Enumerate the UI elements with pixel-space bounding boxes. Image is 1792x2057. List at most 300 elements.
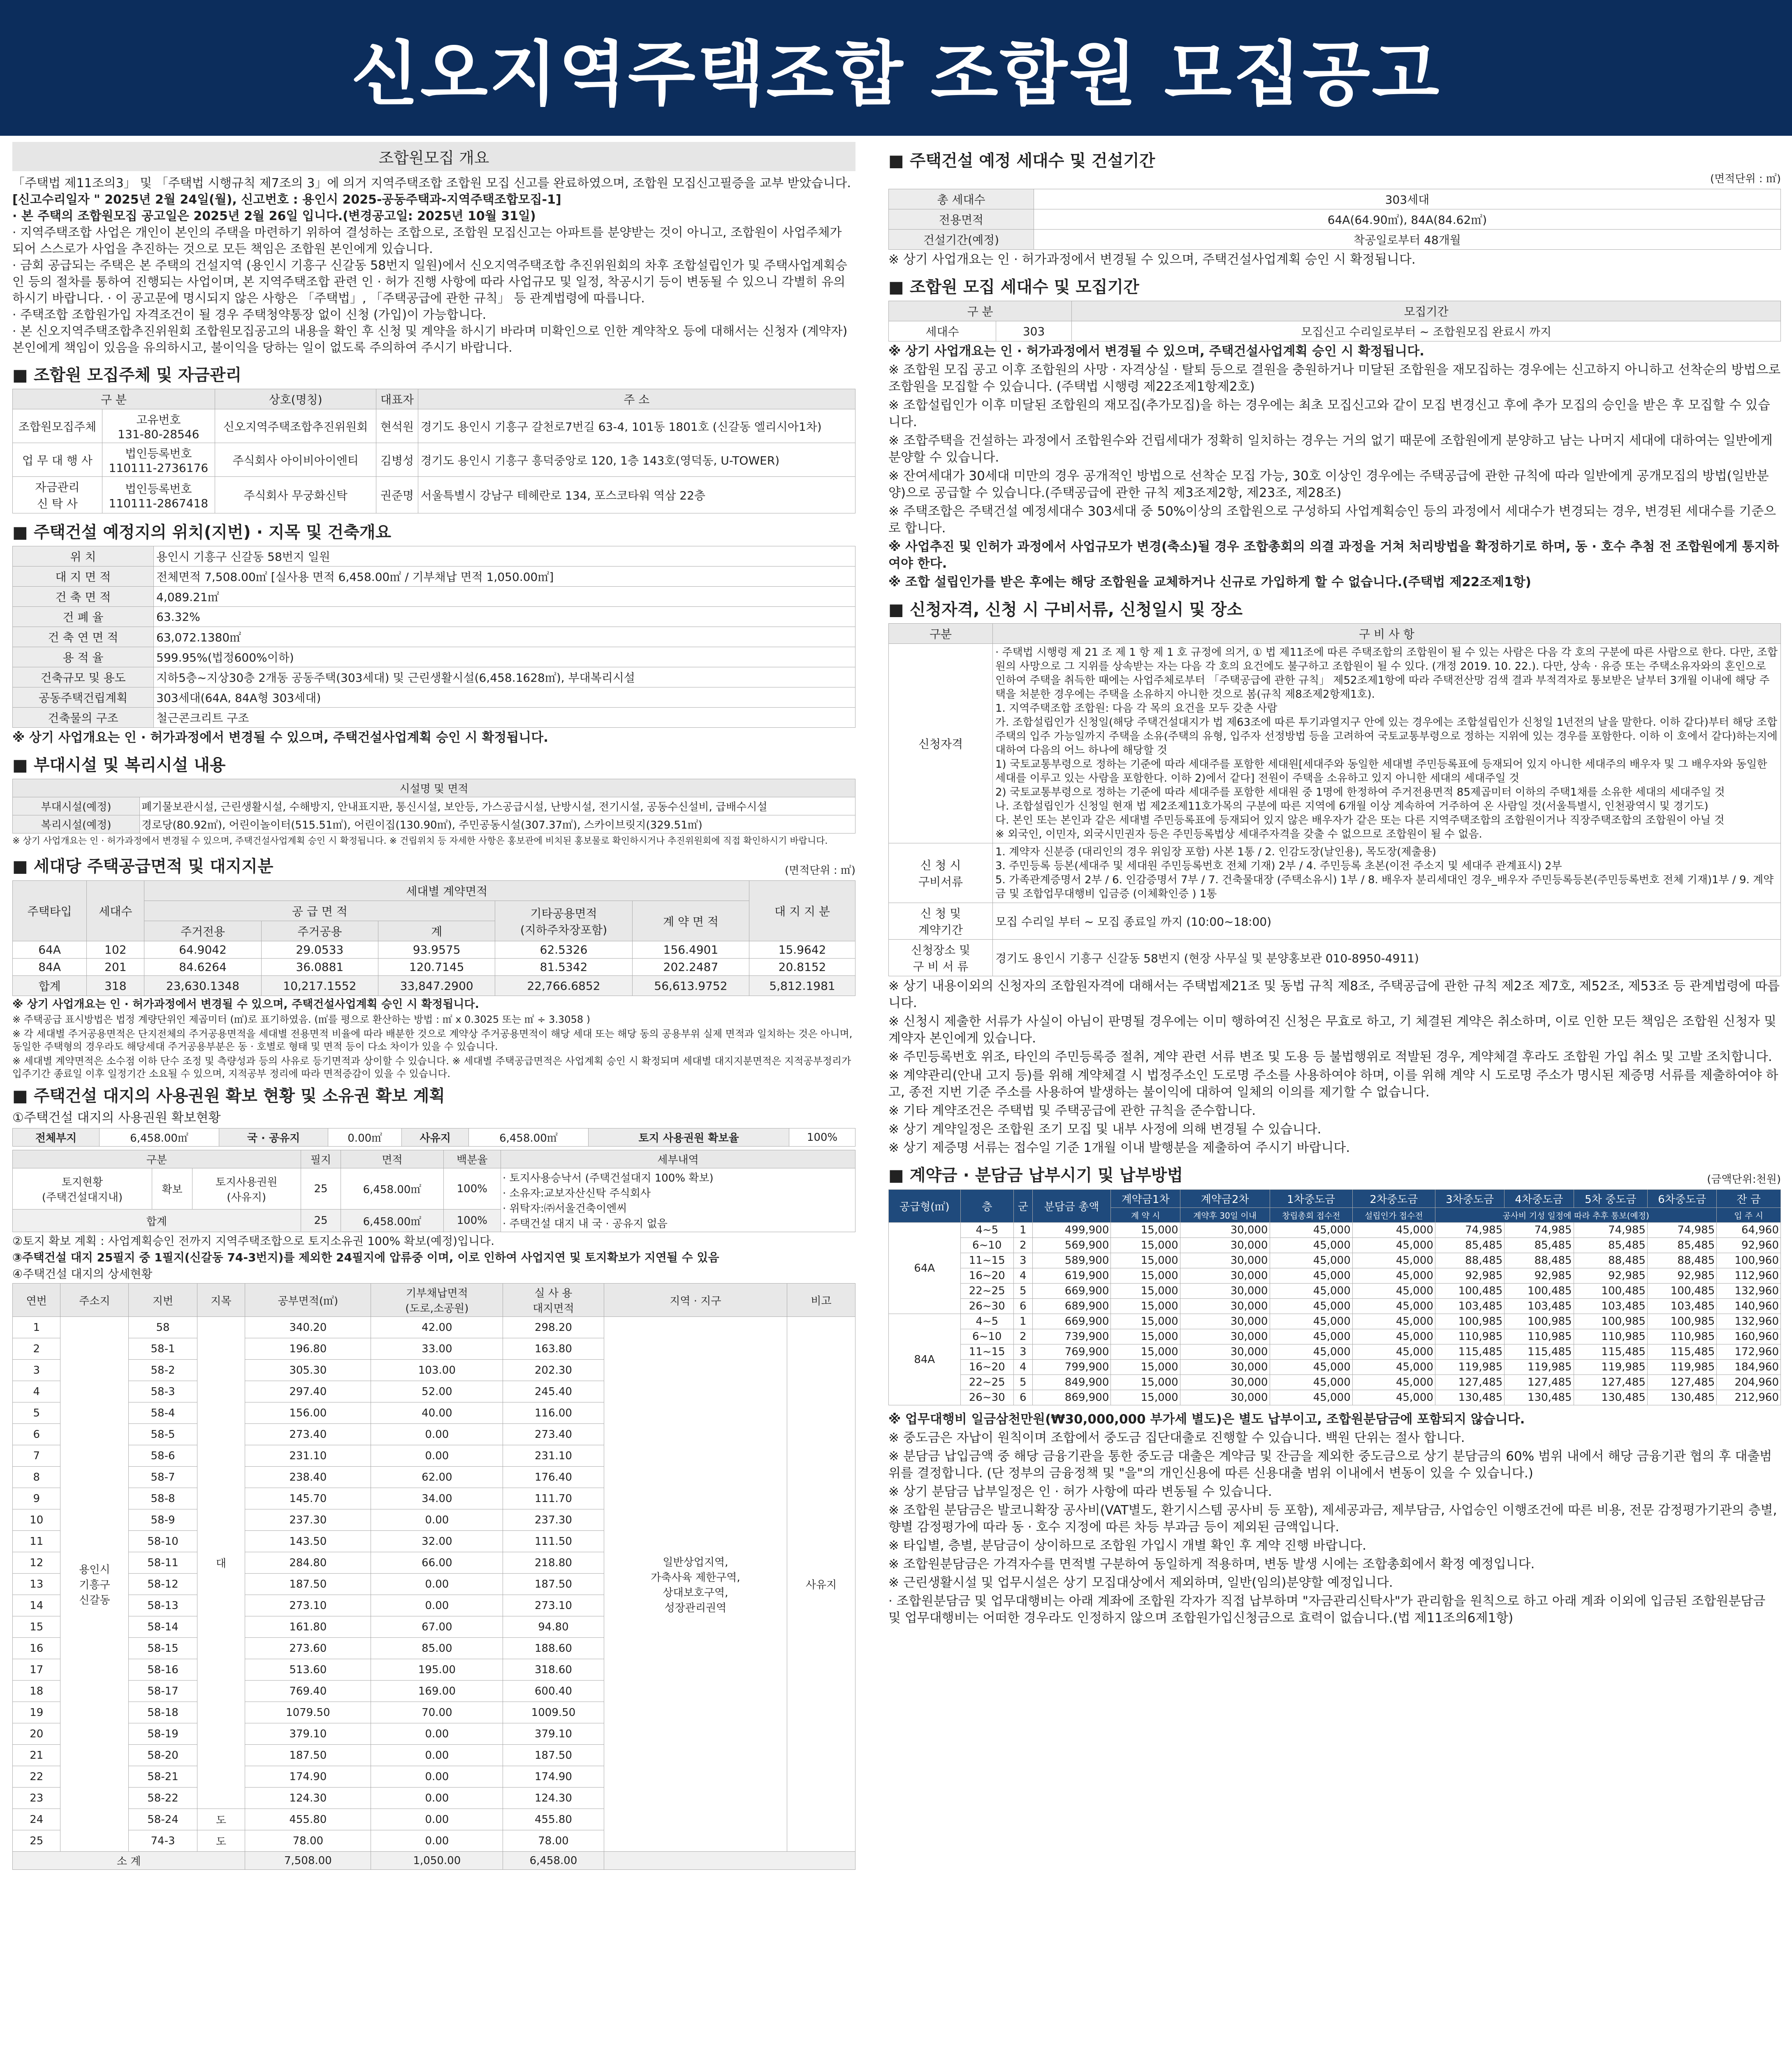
area-cell: 120.7145 <box>378 959 495 976</box>
payment-cell: 119,985 <box>1505 1360 1574 1375</box>
table-header: 주거전용 <box>144 921 261 941</box>
table-row <box>889 1238 1781 1253</box>
parcel-donate: 67.00 <box>371 1616 503 1638</box>
land-total-pct: 100% <box>443 1210 501 1232</box>
parcel-lot: 58-14 <box>129 1616 197 1638</box>
note-line: ※ 조합원분담금은 가격자수를 면적별 구분하여 동일하게 적용하며, 변동 발생 시에는 조합총회에서 확정 예정입니다. <box>888 1557 1535 1572</box>
table-row <box>889 1268 1781 1284</box>
note-line: ※ 근린생활시설 및 업무시설은 상기 모집대상에서 제외하며, 일반(임의)분양할 예정입니다. <box>888 1575 1393 1590</box>
parcel-area: 78.00 <box>245 1830 371 1852</box>
qualification-notes <box>888 978 1781 1156</box>
land-total-parcels: 25 <box>301 1210 341 1232</box>
parcel-use: 187.50 <box>503 1574 604 1595</box>
parcel-use: 245.40 <box>503 1381 604 1402</box>
table-header: 계약금2차 <box>1180 1190 1270 1208</box>
note-line: ※ 업무대행비 일금삼천만원(₩30,000,000 부가세 별도)은 별도 납부이고, 조합원분담금에 포함되지 않습니다. <box>888 1412 1525 1427</box>
parcel-use: 600.40 <box>503 1681 604 1702</box>
site-label: 위 치 <box>13 546 154 566</box>
parcel-donate: 34.00 <box>371 1488 503 1509</box>
payment-cell: 204,960 <box>1717 1375 1781 1390</box>
table-header: 실 사 용 대지면적 <box>503 1284 604 1317</box>
payment-cell: 160,960 <box>1717 1329 1781 1344</box>
payment-cell: 15,000 <box>1111 1299 1180 1314</box>
table-row <box>889 1344 1781 1360</box>
table-header: 구 분 <box>13 389 215 409</box>
areas-table <box>12 880 855 996</box>
plan-value: 착공일로부터 48개월 <box>1034 230 1781 250</box>
parcel-use: 163.80 <box>503 1338 604 1360</box>
area-cell: 93.9575 <box>378 941 495 959</box>
payment-cell: 45,000 <box>1352 1314 1435 1329</box>
payment-cell: 3 <box>1014 1344 1033 1360</box>
facility-value: 폐기물보관시설, 근린생활시설, 수해방지, 안내표지판, 통신시설, 보안등, 가스공급시설, 난방시설, 전기시설, 공동수신설비, 급배수시설 <box>140 797 855 815</box>
payment-cell: 88,485 <box>1647 1253 1716 1268</box>
payment-cell: 45,000 <box>1352 1299 1435 1314</box>
payment-cell: 110,985 <box>1574 1329 1647 1344</box>
table-header: 필지 <box>301 1150 341 1168</box>
area-cell: 10,217.1552 <box>261 976 378 996</box>
payment-cell: 130,485 <box>1647 1390 1716 1405</box>
parcel-donate: 0.00 <box>371 1830 503 1852</box>
payment-cell: 15,000 <box>1111 1268 1180 1284</box>
note-line: ※ 사업추진 및 인허가 과정에서 사업규모가 변경(축소)될 경우 조합총회의 의결 과정을 거쳐 처리방법을 확정하기로 하며, 동 · 호수 추첨 전 조합원에게 통지하여야 한다. <box>888 539 1779 571</box>
payment-cell: 45,000 <box>1352 1284 1435 1299</box>
table-header: 설립인가 접수전 <box>1352 1208 1435 1223</box>
payment-cell: 30,000 <box>1180 1360 1270 1375</box>
table-header: 지역 · 지구 <box>604 1284 787 1317</box>
site-label: 건 축 연 면 적 <box>13 627 154 647</box>
summary-value: 100% <box>789 1128 855 1147</box>
facilities-note: ※ 상기 사업개요는 인 · 허가과정에서 변경될 수 있으며, 주택건설사업계획 승인 시 확정됩니다. ※ 건립위치 등 자세한 사항은 홍보관에 비치된 홍보물로 확인하시거나 추진위원회에 직접 확인하시기 바랍니다. <box>12 836 828 846</box>
payment-cell: 589,900 <box>1032 1253 1111 1268</box>
note-line: ※ 잔여세대가 30세대 미만의 경우 공개적인 방법으로 선착순 모집 가능, 30호 이상인 경우에는 주택공급에 관한 규칙에 따라 일반에게 공개모집의 방법(일반분양)으로 공급할 수 있습니다.(주택공급에 관한 규칙 제3조제2항, 제23조, 제28조) <box>888 469 1769 500</box>
payment-cell: 132,960 <box>1717 1314 1781 1329</box>
parcel-no: 3 <box>13 1360 60 1381</box>
payment-cell: 45,000 <box>1352 1375 1435 1390</box>
payment-cell: 1 <box>1014 1223 1033 1238</box>
area-cell: 합계 <box>13 976 87 996</box>
payment-cell: 3 <box>1014 1253 1033 1268</box>
payment-cell: 45,000 <box>1270 1344 1352 1360</box>
table-row <box>889 321 1781 341</box>
payment-cell: 92,985 <box>1574 1268 1647 1284</box>
table-header: 비고 <box>787 1284 855 1317</box>
payment-cell: 172,960 <box>1717 1344 1781 1360</box>
payment-cell: 212,960 <box>1717 1390 1781 1405</box>
parcel-no: 17 <box>13 1659 60 1681</box>
note-line: ※ 상기 계약일정은 조합원 조기 모집 및 내부 사정에 의해 변경될 수 있습니다. <box>888 1122 1321 1137</box>
parcel-no: 7 <box>13 1445 60 1467</box>
parcel-no: 10 <box>13 1509 60 1531</box>
table-header: 구분 <box>13 1150 301 1168</box>
parcel-donate: 0.00 <box>371 1723 503 1745</box>
payment-cell: 849,900 <box>1032 1375 1111 1390</box>
payment-cell: 15,000 <box>1111 1223 1180 1238</box>
parcel-lot: 58-22 <box>129 1788 197 1809</box>
parcel-lot: 58-3 <box>129 1381 197 1402</box>
table-row <box>889 903 1781 940</box>
overview-line: · 금회 공급되는 주택은 본 주택의 건설지역 (용인시 기흥구 신갈동 58번지 일원)에서 신오지역주택조합 추진위원회의 차후 조합설립인가 및 주택사업계획승인 등의 절차를 통하여 진행되는 사업이며, 본 지역주택조합 관련 인 · 허가 진행 사항에 따라 사업규모 및 일정, 착공시기 등이 변동될 수 있으니 각별히 유의하시기 바랍니다. · 이 공고문에 명시되지 않은 사항은 「주택법」, 「주택공급에 관한 규칙」 등 관계법령에 따릅니다. <box>12 258 847 306</box>
parcel-use: 318.60 <box>503 1659 604 1681</box>
payment-cell: 100,485 <box>1647 1284 1716 1299</box>
page-title: 신오지역주택조합 조합원 모집공고 <box>351 33 1441 115</box>
area-cell: 64.9042 <box>144 941 261 959</box>
table-header: 시설명 및 면적 <box>13 779 855 797</box>
parcel-use: 455.80 <box>503 1809 604 1830</box>
table-row <box>13 797 855 815</box>
recruit-count: 303 <box>996 321 1071 341</box>
note-line: · 조합원분담금 및 업무대행비는 아래 계좌에 조합원 각자가 직접 납부하며 "자금관리신탁사"가 관리함을 원칙으로 하고 아래 계좌 이외에 입금된 조합원분담금 및 업무대행비는 어떠한 경우라도 인정하지 않으며 조합원가입신청금으로 효력이 없습니다.(법 제11조의6제1항) <box>888 1594 1766 1625</box>
parcel-area: 1079.50 <box>245 1702 371 1723</box>
site-value: 303세대(64A, 84A형 303세대) <box>154 687 855 708</box>
parcel-donate: 0.00 <box>371 1509 503 1531</box>
table-row <box>13 477 855 513</box>
parcel-no: 12 <box>13 1552 60 1574</box>
payment-cell: 45,000 <box>1352 1253 1435 1268</box>
table-header: 5차 중도금 <box>1574 1190 1647 1208</box>
summary-label: 전체부지 <box>13 1128 100 1147</box>
table-header: 1차중도금 <box>1270 1190 1352 1208</box>
table-row <box>13 708 855 728</box>
entity-name: 주식회사 아이비아이엔티 <box>215 443 376 477</box>
payment-cell: 100,985 <box>1505 1314 1574 1329</box>
entities-table <box>12 389 855 513</box>
title-banner <box>0 0 1792 136</box>
parcel-donate: 32.00 <box>371 1531 503 1552</box>
recruit-period: 모집신고 수리일로부터 ~ 조합원모집 완료시 까지 <box>1072 321 1781 341</box>
payment-cell: 92,985 <box>1505 1268 1574 1284</box>
parcel-lot: 58-10 <box>129 1531 197 1552</box>
entities-heading: ■ 조합원 모집주체 및 자금관리 <box>12 362 855 385</box>
payment-cell: 30,000 <box>1180 1238 1270 1253</box>
parcel-donate: 169.00 <box>371 1681 503 1702</box>
payment-cell: 5 <box>1014 1284 1033 1299</box>
entity-name: 주식회사 무궁화신탁 <box>215 477 376 513</box>
summary-label: 국 · 공유지 <box>219 1128 328 1147</box>
table-header: 대 지 지 분 <box>749 881 855 941</box>
plan-value: 303세대 <box>1034 189 1781 209</box>
table-header: 공급형(㎡) <box>889 1190 961 1223</box>
parcel-donate: 0.00 <box>371 1766 503 1788</box>
payment-cell: 184,960 <box>1717 1360 1781 1375</box>
payment-cell: 5 <box>1014 1375 1033 1390</box>
payment-cell: 30,000 <box>1180 1375 1270 1390</box>
parcel-use: 379.10 <box>503 1723 604 1745</box>
note-line: ※ 신청시 제출한 서류가 사실이 아님이 판명될 경우에는 이미 행하여진 신청은 무효로 하고, 기 체결된 계약은 취소하며, 이로 인한 모든 책임은 조합원 신청자 및 계약자 본인에게 있습니다. <box>888 1014 1776 1046</box>
summary-value: 6,458.00㎡ <box>469 1128 589 1147</box>
payment-cell: 22~25 <box>960 1284 1014 1299</box>
payment-cell: 119,985 <box>1647 1360 1716 1375</box>
parcel-lot: 58-6 <box>129 1445 197 1467</box>
table-header: 공사비 기성 일정에 따라 추후 통보(예정) <box>1435 1208 1716 1223</box>
payment-cell: 127,485 <box>1435 1375 1504 1390</box>
area-cell: 202.2487 <box>632 959 749 976</box>
table-header: 기타공용면적 (지하주차장포함) <box>495 901 632 941</box>
parcel-area: 284.80 <box>245 1552 371 1574</box>
site-label: 건 폐 율 <box>13 607 154 627</box>
parcel-lot: 58-7 <box>129 1467 197 1488</box>
payment-cell: 74,985 <box>1647 1223 1716 1238</box>
facilities-heading: ■ 부대시설 및 복리시설 내용 <box>12 752 855 775</box>
recruit-notes <box>888 343 1781 591</box>
table-header: 공 급 면 적 <box>144 901 495 921</box>
payment-cell: 15,000 <box>1111 1284 1180 1299</box>
parcel-total-label: 소 계 <box>13 1852 245 1870</box>
note-line: ※ 조합설립인가 이후 미달된 조합원의 재모집(추가모집)을 하는 경우에는 최초 모집신고와 같이 모집 변경신고 후에 추가 모집의 승인을 받은 후 모집할 수 있습니다. <box>888 398 1770 430</box>
table-row <box>13 587 855 607</box>
parcel-area: 340.20 <box>245 1317 371 1338</box>
parcel-use: 298.20 <box>503 1317 604 1338</box>
facility-value: 경로당(80.92㎡), 어린이놀이터(515.51㎡), 어린이집(130.90㎡), 주민공동시설(307.37㎡), 스카이브릿지(329.51㎡) <box>140 815 855 833</box>
area-cell: 84.6264 <box>144 959 261 976</box>
payment-cell: 100,960 <box>1717 1253 1781 1268</box>
parcel-address: 용인시 기흥구 신갈동 <box>60 1317 129 1852</box>
site-value: 철근콘크리트 구조 <box>154 708 855 728</box>
payment-cell: 26~30 <box>960 1390 1014 1405</box>
summary-label: 사유지 <box>402 1128 469 1147</box>
table-row <box>13 1317 855 1338</box>
payment-cell: 45,000 <box>1270 1314 1352 1329</box>
land-heading: ■ 주택건설 대지의 사용권원 확보 현황 및 소유권 확보 계획 <box>12 1083 855 1106</box>
site-heading: ■ 주택건설 예정지의 위치(지번) · 지목 및 건축개요 <box>12 519 855 543</box>
parcel-lot: 58-5 <box>129 1424 197 1445</box>
table-row <box>13 976 855 996</box>
payment-cell: 45,000 <box>1352 1329 1435 1344</box>
table-header: 2차중도금 <box>1352 1190 1435 1208</box>
entity-rep: 김병성 <box>376 443 418 477</box>
parcel-use: 188.60 <box>503 1638 604 1659</box>
payment-cell: 115,485 <box>1435 1344 1504 1360</box>
payment-cell: 45,000 <box>1352 1390 1435 1405</box>
table-header: 군 <box>1014 1190 1033 1223</box>
payment-cell: 6 <box>1014 1299 1033 1314</box>
parcel-use: 111.70 <box>503 1488 604 1509</box>
payment-cell: 85,485 <box>1574 1238 1647 1253</box>
land-secured: 확보 <box>152 1168 192 1210</box>
parcel-lot: 58-13 <box>129 1595 197 1616</box>
table-row <box>889 1360 1781 1375</box>
site-label: 용 적 율 <box>13 647 154 667</box>
payment-cell: 88,485 <box>1574 1253 1647 1268</box>
qual-label: 신 청 및 계약기간 <box>889 903 993 940</box>
site-label: 공동주택건립계획 <box>13 687 154 708</box>
payment-cell: 92,960 <box>1717 1238 1781 1253</box>
payment-cell: 769,900 <box>1032 1344 1111 1360</box>
overview-heading: 조합원모집 개요 <box>12 142 855 171</box>
note-line: ※ 각 세대별 주거공용면적은 단지전체의 주거공용면적을 세대별 전용면적 비율에 따라 배분한 것으로 계약상 주거공용면적이 해당 세대 또는 해당 동의 공용부위 실제 면적과 일치하는 것은 아니며, 동일한 주택형의 경우라도 해당세대 주거공용부분은 동 · 호별로 형태 및 면적 등이 다소 차이가 있을 수 있습니다. <box>12 1028 853 1052</box>
table-row <box>889 1390 1781 1405</box>
parcel-area: 238.40 <box>245 1467 371 1488</box>
payment-cell: 100,485 <box>1505 1284 1574 1299</box>
area-cell: 64A <box>13 941 87 959</box>
payment-cell: 669,900 <box>1032 1314 1111 1329</box>
site-label: 건축물의 구조 <box>13 708 154 728</box>
table-header: 계 <box>378 921 495 941</box>
parcel-area: 273.10 <box>245 1595 371 1616</box>
payment-cell: 45,000 <box>1352 1344 1435 1360</box>
payment-cell: 45,000 <box>1270 1268 1352 1284</box>
table-header: 상호(명칭) <box>215 389 376 409</box>
parcel-area: 455.80 <box>245 1809 371 1830</box>
site-label: 건축규모 및 용도 <box>13 667 154 687</box>
parcel-donate: 0.00 <box>371 1745 503 1766</box>
parcel-use: 202.30 <box>503 1360 604 1381</box>
payment-cell: 115,485 <box>1647 1344 1716 1360</box>
payment-cell: 100,485 <box>1574 1284 1647 1299</box>
payment-cell: 15,000 <box>1111 1360 1180 1375</box>
table-row <box>13 941 855 959</box>
land-sub1: ①주택건설 대지의 사용권원 확보현황 <box>12 1110 221 1125</box>
parcel-area: 161.80 <box>245 1616 371 1638</box>
payment-cell: 499,900 <box>1032 1223 1111 1238</box>
land-area: 6,458.00㎡ <box>341 1168 443 1210</box>
payment-cell: 45,000 <box>1270 1329 1352 1344</box>
payment-cell: 15,000 <box>1111 1344 1180 1360</box>
area-cell: 29.0533 <box>261 941 378 959</box>
parcel-total-empty <box>604 1852 855 1870</box>
entity-addr: 경기도 용인시 기흥구 갈천로7번길 63-4, 101동 1801호 (신갈동 엘리시아1차) <box>418 409 855 443</box>
parcel-lot: 58-2 <box>129 1360 197 1381</box>
table-header: 지목 <box>197 1284 245 1317</box>
parcel-donate: 0.00 <box>371 1595 503 1616</box>
payment-unit: (금액단위:천원) <box>1707 1173 1781 1186</box>
payment-cell: 115,485 <box>1505 1344 1574 1360</box>
site-label: 건 축 면 적 <box>13 587 154 607</box>
payment-cell: 26~30 <box>960 1299 1014 1314</box>
payment-cell: 11~15 <box>960 1253 1014 1268</box>
parcel-table <box>12 1283 855 1870</box>
table-row <box>889 209 1781 230</box>
table-header: 분담금 총액 <box>1032 1190 1111 1223</box>
overview-line: · 본 신오지역주택조합추진위원회 조합원모집공고의 내용을 확인 후 신청 및 계약을 하시기 바라며 미확인으로 인한 계약착오 등에 대해서는 신청자 (계약자)본인에게 책임이 있음을 유의하시고, 불이익을 당하는 일이 없도록 주의하여 주시기 바랍니다. <box>12 324 848 355</box>
parcel-area: 769.40 <box>245 1681 371 1702</box>
table-header: 주소지 <box>60 1284 129 1317</box>
qual-value: · 주택법 시행령 제 21 조 제 1 항 제 1 호 규정에 의거, ① 법 제11조에 따른 주택조합의 조합원이 될 수 있는 사람은 다음 각 호의 구분에 따른 사람으로 한다. 다만, 조합원의 사망으로 그 지위를 상속받는 자는 다음 각 호의 요건에도 불구하고 조합원이 될 수 있다. (개정 2019. 10. 22.). 다만, 상속 · 유증 또는 주택소유자와의 혼인으로 인하여 주택을 취득한 때에는 사업주체로부터 「주택공급에 관한 규칙」 제52조제1항에 따라 주택전산망 검색 결과 부적격자로 통보받은 날부터 3개월 이내에 해당 주택을 처분한 경우에는 주택을 소유하지 아니한 것으로 봄(규칙 제8조제2항제1호). 1. 지역주택조합 조합원: 다음 각 목의 요건을 모두 갖춘 사람 가. 조합설립인가 신청일(해당 주택건설대지가 법 제63조에 따른 투기과열지구 안에 있는 경우에는 조합설립인가 신청일 1년전의 날을 말한다. 이하 같다)부터 해당 조합주택의 입주 가능일까지 주택을 소유(주택의 유형, 입주자 선정방법 등을 고려하여 국토교통부령으로 정하는 지위에 있는 경우를 포함한다. 이하 이 호에서 같다)하는지에 대하여 다음의 어느 하나에 해당할 것 1) 국토교통부령으로 정하는 기준에 따라 세대주를 포함한 세대원[세대주와 동일한 세대별 주민등록표에 등재되어 있지 아니한 세대주의 배우자 및 그 배우자와 동일한 세대를 이루고 있는 사람을 포함한다. 이하 2)에서 같다] 전원이 주택을 소유하고 있지 아니한 세대의 세대주일 것 2) 국토교통부령으로 정하는 기준에 따라 세대주를 포함한 세대원 중 1명에 한정하여 주거전용면적 85제곱미터 이하의 주택1채를 소유한 세대의 세대주일 것 나. 조합설립인가 신청일 현재 법 제2조제11호가목의 구분에 따른 지역에 6개월 이상 계속하여 거주하여 온 사람일 것(서울특별시, 인천광역시 및 경기도) 다. 본인 또는 본인과 같은 세대별 주민등록표에 등재되어 있지 않은 배우자가 같은 또는 다른 지역주택조합의 조합원이거나 직장주택조합의 조합원이 아닐 것 ※ 외국인, 이민자, 외국시민권자 등은 주민등록법상 세대주자격을 갖출 수 없으므로 조합원이 될 수 없음. <box>993 644 1781 843</box>
payment-cell: 15,000 <box>1111 1390 1180 1405</box>
payment-cell: 45,000 <box>1352 1223 1435 1238</box>
note-line: ※ 세대별 계약면적은 소수점 이하 단수 조정 및 측량성과 등의 사유로 등기면적과 상이할 수 있습니다. ※ 세대별 주택공급면적은 사업계획 승인 시 확정되며 세대별 대지지분면적은 지적공부정리가 입주기간 종료일 이후 일정기간 소요될 수 있으며, 지적공부 정리에 따라 면적증감이 있을 수 있습니다. <box>12 1055 851 1080</box>
parcel-area: 305.30 <box>245 1360 371 1381</box>
parcel-no: 24 <box>13 1809 60 1830</box>
table-row <box>889 1314 1781 1329</box>
note-line: ※ 상기 제증명 서류는 접수일 기준 1개월 이내 발행분을 제출하여 주시기 바랍니다. <box>888 1140 1350 1155</box>
table-header: 지번 <box>129 1284 197 1317</box>
table-header: 구분 <box>889 624 993 644</box>
parcel-no: 15 <box>13 1616 60 1638</box>
qualification-heading: ■ 신청자격, 신청 시 구비서류, 신청일시 및 장소 <box>888 597 1781 620</box>
payment-cell: 92,985 <box>1647 1268 1716 1284</box>
table-header: 구 비 사 항 <box>993 624 1781 644</box>
parcel-use: 218.80 <box>503 1552 604 1574</box>
parcel-lot: 58 <box>129 1317 197 1338</box>
note-line: ※ 상기 사업개요는 인 · 허가과정에서 변경될 수 있으며, 주택건설사업계획 승인 시 확정됩니다. <box>12 998 479 1011</box>
parcel-area: 174.90 <box>245 1766 371 1788</box>
parcel-lot: 58-11 <box>129 1552 197 1574</box>
payment-cell: 103,485 <box>1574 1299 1647 1314</box>
summary-value: 0.00㎡ <box>328 1128 402 1147</box>
note-line: ※ 타입별, 층별, 분담금이 상이하므로 조합원 가입시 개별 확인 후 계약 진행 바랍니다. <box>888 1538 1366 1553</box>
payment-cell: 45,000 <box>1270 1223 1352 1238</box>
parcel-no: 4 <box>13 1381 60 1402</box>
areas-notes <box>12 998 855 1080</box>
plan-units-unit: (면적단위 : ㎡) <box>1710 173 1781 185</box>
parcel-use: 78.00 <box>503 1830 604 1852</box>
parcel-no: 22 <box>13 1766 60 1788</box>
payment-cell: 30,000 <box>1180 1299 1270 1314</box>
parcel-no: 8 <box>13 1467 60 1488</box>
parcel-donate: 52.00 <box>371 1381 503 1402</box>
payment-cell: 110,985 <box>1647 1329 1716 1344</box>
parcel-area: 143.50 <box>245 1531 371 1552</box>
parcel-use: 273.10 <box>503 1595 604 1616</box>
payment-cell: 140,960 <box>1717 1299 1781 1314</box>
area-cell: 201 <box>87 959 144 976</box>
parcel-donate: 0.00 <box>371 1574 503 1595</box>
table-row <box>13 959 855 976</box>
parcel-use: 124.30 <box>503 1788 604 1809</box>
payment-cell: 45,000 <box>1352 1238 1435 1253</box>
qual-value: 모집 수리일 부터 ~ 모집 종료일 까지 (10:00~18:00) <box>993 903 1781 940</box>
payment-cell: 30,000 <box>1180 1314 1270 1329</box>
note-line: ※ 조합원 모집 공고 이후 조합원의 사망 · 자격상실 · 탈퇴 등으로 결원을 충원하거나 미달된 조합원을 재모집하는 경우에는 신고하지 아니하고 선착순의 방법으로 조합원을 모집할 수 있습니다. (주택법 시행령 제22조제1항제2호) <box>888 362 1781 394</box>
site-value: 599.95%(법정600%이하) <box>154 647 855 667</box>
payment-cell: 11~15 <box>960 1344 1014 1360</box>
parcel-area: 297.40 <box>245 1381 371 1402</box>
payment-cell: 6 <box>1014 1390 1033 1405</box>
parcel-donate: 70.00 <box>371 1702 503 1723</box>
site-value: 전체면적 7,508.00㎡ [실사용 면적 6,458.00㎡ / 기부채납 면적 1,050.00㎡] <box>154 566 855 587</box>
parcel-use: 116.00 <box>503 1402 604 1424</box>
parcel-donate: 40.00 <box>371 1402 503 1424</box>
payment-cell: 88,485 <box>1435 1253 1504 1268</box>
parcel-no: 18 <box>13 1681 60 1702</box>
entity-regno: 법인등록번호 110111-2867418 <box>102 477 215 513</box>
table-row <box>13 607 855 627</box>
land-plan3: ③주택건설 대지 25필지 중 1필지(신갈동 74-3번지)를 제외한 24필지에 압류중 이며, 이로 인하여 사업지연 및 토지확보가 지연될 수 있음 <box>12 1251 719 1264</box>
land-sub4: ④주택건설 대지의 상세현황 <box>12 1267 153 1281</box>
site-value: 63,072.1380㎡ <box>154 627 855 647</box>
payment-cell: 16~20 <box>960 1360 1014 1375</box>
payment-cell: 30,000 <box>1180 1390 1270 1405</box>
parcel-use: 187.50 <box>503 1745 604 1766</box>
parcel-lot: 58-1 <box>129 1338 197 1360</box>
payment-cell: 45,000 <box>1270 1360 1352 1375</box>
parcel-lot: 58-16 <box>129 1659 197 1681</box>
table-header: 세대별 계약면적 <box>144 881 749 901</box>
table-header: 세부내역 <box>501 1150 855 1168</box>
table-row <box>889 1375 1781 1390</box>
parcel-no: 23 <box>13 1788 60 1809</box>
table-row <box>13 1168 855 1210</box>
table-header: 계약금1차 <box>1111 1190 1180 1208</box>
note-line: ※ 기타 계약조건은 주택법 및 주택공급에 관한 규칙을 준수합니다. <box>888 1103 1256 1118</box>
parcel-no: 16 <box>13 1638 60 1659</box>
parcel-lot: 58-8 <box>129 1488 197 1509</box>
payment-cell: 127,485 <box>1505 1375 1574 1390</box>
parcel-no: 9 <box>13 1488 60 1509</box>
payment-cell: 100,985 <box>1574 1314 1647 1329</box>
table-header: 연번 <box>13 1284 60 1317</box>
parcel-lot: 58-17 <box>129 1681 197 1702</box>
parcel-use: 237.30 <box>503 1509 604 1531</box>
table-row <box>13 815 855 833</box>
parcel-no: 20 <box>13 1723 60 1745</box>
payment-cell: 88,485 <box>1505 1253 1574 1268</box>
table-header: 공부면적(㎡) <box>245 1284 371 1317</box>
area-cell: 318 <box>87 976 144 996</box>
land-total-area: 6,458.00㎡ <box>341 1210 443 1232</box>
payment-cell: 45,000 <box>1270 1238 1352 1253</box>
